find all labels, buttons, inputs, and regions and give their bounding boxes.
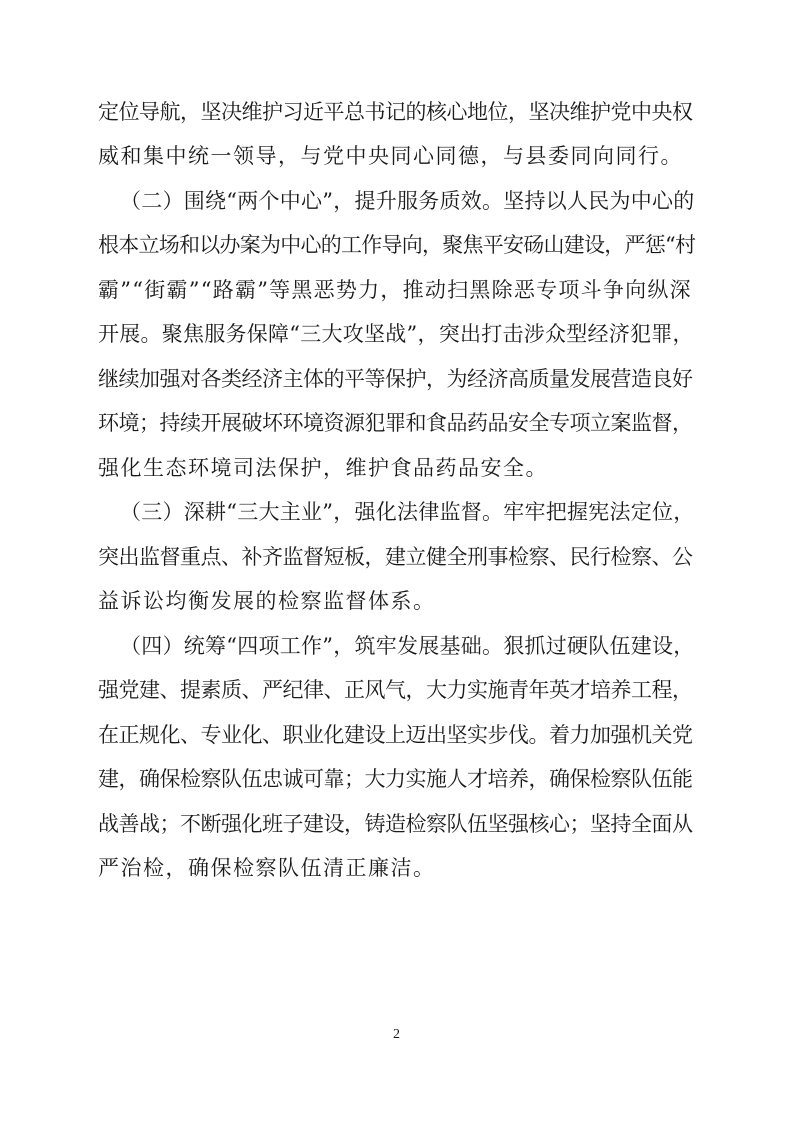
text-line: 在正规化、专业化、职业化建设上迈出坚实步伐。着力加强机关党: [98, 723, 693, 747]
text-line: 威和集中统一领导，与党中央同心同德，与县委同向同行。: [98, 144, 683, 168]
text-line: 根本立场和以办案为中心的工作导向，聚焦平安砀山建设，严惩“村: [98, 233, 696, 257]
text-line: 定位导航，坚决维护习近平总书记的核心地位，坚决维护党中央权: [98, 100, 693, 124]
text-line: 继续加强对各类经济主体的平等保护，为经济高质量发展营造良好: [98, 367, 693, 391]
text-line: 严治检，确保检察队伍清正廉洁。: [98, 856, 436, 880]
paragraph-4-start: （四）统筹“四项工作”，筑牢发展基础。狠抓过硬队伍建设，: [120, 634, 695, 658]
page-number: 2: [393, 1027, 400, 1042]
text-line: 战善战；不断强化班子建设，铸造检察队伍坚强核心；坚持全面从: [98, 812, 693, 836]
text-line: 益诉讼均衡发展的检察监督体系。: [98, 589, 436, 613]
text-line: 强党建、提素质、严纪律、正风气，大力实施青年英才培养工程，: [98, 678, 693, 702]
text-line: 突出监督重点、补齐监督短板，建立健全刑事检察、民行检察、公: [98, 545, 693, 569]
text-line: 建，确保检察队伍忠诚可靠；大力实施人才培养，确保检察队伍能: [98, 767, 693, 791]
text-line: 霸”“街霸”“路霸”等黑恶势力，推动扫黑除恶专项斗争向纵深: [98, 278, 692, 302]
text-line: 环境；持续开展破坏环境资源犯罪和食品药品安全专项立案监督，: [98, 411, 693, 435]
text-line: 强化生态环境司法保护，维护食品药品安全。: [98, 456, 548, 480]
paragraph-3-start: （三）深耕“三大主业”，强化法律监督。牢牢把握宪法定位，: [120, 500, 695, 524]
text-line: 开展。聚焦服务保障“三大攻坚战”，突出打击涉众型经济犯罪，: [98, 322, 694, 346]
paragraph-2-start: （二）围绕“两个中心”，提升服务质效。坚持以人民为中心的: [120, 189, 695, 213]
